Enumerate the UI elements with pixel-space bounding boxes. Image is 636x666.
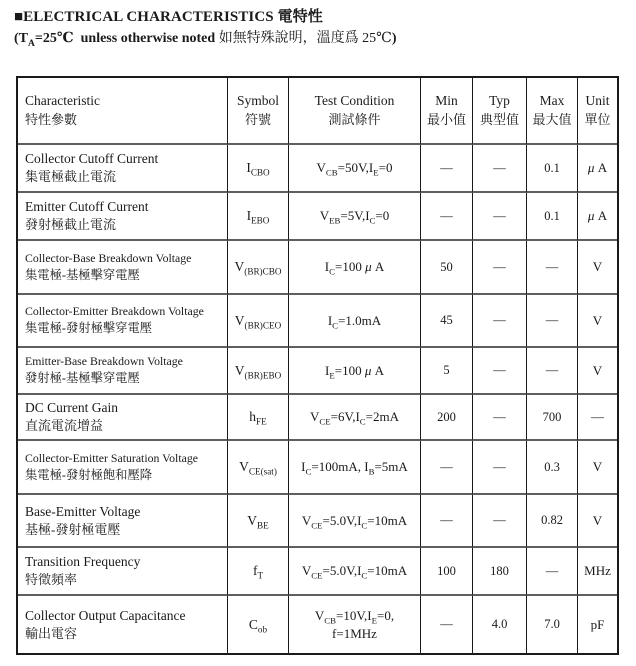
symbol-cell: $C_{ob}$ xyxy=(228,596,289,653)
characteristic-zh: 集電極-發射極擊穿電壓 xyxy=(25,321,153,336)
characteristic-cell xyxy=(18,241,228,295)
table-row xyxy=(18,193,617,241)
header-typ-en: Typ xyxy=(489,92,510,108)
header-test-condition xyxy=(289,78,421,145)
symbol-cell: $I_{EBO}$ xyxy=(228,193,289,241)
characteristic-en: DC Current Gain xyxy=(25,400,118,416)
table-row xyxy=(18,348,617,395)
typ-cell: — xyxy=(473,441,527,495)
header-characteristic xyxy=(18,78,228,145)
symbol-cell: $I_{CBO}$ xyxy=(228,145,289,193)
header-symbol xyxy=(228,78,289,145)
typ-cell: — xyxy=(473,295,527,348)
typ-cell: — xyxy=(473,395,527,441)
header-max-zh: 最大值 xyxy=(532,111,572,127)
section-title: ■ELECTRICAL CHARACTERISTICS 電特性 xyxy=(14,9,323,25)
symbol-cell: $V_{(BR)CBO}$ xyxy=(228,241,289,295)
header-min-en: Min xyxy=(435,92,458,108)
characteristic-cell xyxy=(18,295,228,348)
max-cell: — xyxy=(527,295,578,348)
table-row xyxy=(18,145,617,193)
min-cell: — xyxy=(421,193,473,241)
table-row xyxy=(18,495,617,548)
unit-cell: μ A xyxy=(578,193,617,241)
symbol-cell: $f_T$ xyxy=(228,548,289,596)
characteristic-en: Collector-Base Breakdown Voltage xyxy=(25,250,192,265)
max-cell: 0.3 xyxy=(527,441,578,495)
unit-cell: V xyxy=(578,241,617,295)
test-condition-cell: $V_{CE}=5.0V,I_C=10mA$ xyxy=(289,548,421,596)
table-row xyxy=(18,241,617,295)
min-cell: — xyxy=(421,145,473,193)
test-condition-cell: $I_C=100mA$, $I_B=5mA$ xyxy=(289,441,421,495)
characteristic-en: Emitter-Base Breakdown Voltage xyxy=(25,354,183,369)
header-max-en: Max xyxy=(539,92,565,108)
max-cell: — xyxy=(527,548,578,596)
table-header-row xyxy=(18,78,617,145)
test-condition-cell: $V_{CB}=10V,I_E=0$, f=1MHz xyxy=(289,596,421,653)
symbol-cell: $V_{(BR)CEO}$ xyxy=(228,295,289,348)
test-condition-cell: $V_{CE}=5.0V,I_C=10mA$ xyxy=(289,495,421,548)
test-condition-cell: $I_C=100$ μ A xyxy=(289,241,421,295)
max-cell: 0.1 xyxy=(527,193,578,241)
typ-cell: — xyxy=(473,145,527,193)
characteristic-zh: 基極-發射極電壓 xyxy=(25,521,121,537)
characteristic-cell xyxy=(18,348,228,395)
typ-cell: — xyxy=(473,348,527,395)
characteristic-en: Emitter Cutoff Current xyxy=(25,199,149,215)
header-unit-en: Unit xyxy=(585,92,610,108)
table-row xyxy=(18,441,617,495)
unit-cell: V xyxy=(578,348,617,395)
max-cell: 0.82 xyxy=(527,495,578,548)
test-condition-cell: $V_{CE}=6V,I_C=2mA$ xyxy=(289,395,421,441)
min-cell: 100 xyxy=(421,548,473,596)
min-cell: 50 xyxy=(421,241,473,295)
header-typ-zh: 典型值 xyxy=(479,111,519,127)
header-characteristic-en: Characteristic xyxy=(25,92,100,108)
min-cell: — xyxy=(421,495,473,548)
max-cell: — xyxy=(527,241,578,295)
characteristic-en: Collector-Emitter Saturation Voltage xyxy=(25,450,198,465)
characteristic-cell xyxy=(18,145,228,193)
typ-cell: — xyxy=(473,193,527,241)
characteristic-cell xyxy=(18,395,228,441)
header-max xyxy=(527,78,578,145)
characteristic-zh: 輸出電容 xyxy=(25,625,78,641)
characteristic-zh: 集電極截止電流 xyxy=(25,169,117,185)
characteristic-zh: 集電極-發射極飽和壓降 xyxy=(25,467,153,482)
test-condition-cell: $V_{EB}=5V,I_C=0$ xyxy=(289,193,421,241)
header-min-zh: 最小值 xyxy=(426,111,466,127)
typ-cell: 180 xyxy=(473,548,527,596)
test-condition-cell: $I_E=100$ μ A xyxy=(289,348,421,395)
unit-cell: pF xyxy=(590,616,605,632)
characteristic-cell xyxy=(18,193,228,241)
header-unit xyxy=(578,78,617,145)
unit-cell: V xyxy=(578,295,617,348)
characteristic-zh: 特徵頻率 xyxy=(25,572,78,588)
unit-cell: μ A xyxy=(578,145,617,193)
characteristic-cell xyxy=(18,548,228,596)
header-test-condition-en: Test Condition xyxy=(314,92,395,108)
min-cell: 45 xyxy=(421,295,473,348)
test-condition-cell: $I_C=1.0mA$ xyxy=(289,295,421,348)
characteristic-en: Collector-Emitter Breakdown Voltage xyxy=(25,304,204,319)
symbol-cell: $h_{FE}$ xyxy=(228,395,289,441)
min-cell: — xyxy=(421,596,473,653)
characteristic-en: Base-Emitter Voltage xyxy=(25,503,141,519)
characteristic-en: Transition Frequency xyxy=(25,554,141,570)
test-condition-cell: $V_{CB}=50V,I_E=0$ xyxy=(289,145,421,193)
header-test-condition-zh: 測試條件 xyxy=(328,111,381,127)
max-cell: 0.1 xyxy=(527,145,578,193)
symbol-cell: $V_{CE(sat)}$ xyxy=(228,441,289,495)
characteristic-cell xyxy=(18,596,228,653)
header-symbol-zh: 符號 xyxy=(244,111,271,127)
unit-cell: V xyxy=(578,441,617,495)
typ-cell: — xyxy=(473,241,527,295)
table-body xyxy=(18,145,617,653)
min-cell: — xyxy=(421,441,473,495)
unit-cell: MHz xyxy=(578,548,617,596)
max-cell: 700 xyxy=(527,395,578,441)
characteristic-en: Collector Cutoff Current xyxy=(25,151,159,167)
characteristic-zh: 發射極-基極擊穿電壓 xyxy=(25,371,140,386)
symbol-cell: $V_{(BR)EBO}$ xyxy=(228,348,289,395)
header-typ xyxy=(473,78,527,145)
typ-cell: — xyxy=(473,495,527,548)
max-cell: — xyxy=(527,348,578,395)
characteristic-cell xyxy=(18,495,228,548)
table-row xyxy=(18,596,617,653)
min-cell: 5 xyxy=(421,348,473,395)
electrical-characteristics-table xyxy=(16,76,619,655)
header-characteristic-zh: 特性參數 xyxy=(25,111,78,127)
table-row xyxy=(18,548,617,596)
characteristic-en: Collector Output Capacitance xyxy=(25,607,186,623)
typ-cell: 4.0 xyxy=(473,596,527,653)
min-cell: 200 xyxy=(421,395,473,441)
section-subtitle: ($T_A=25℃$ unless otherwise noted 如無特殊說明，溫度爲 25℃) xyxy=(14,31,397,49)
characteristic-zh: 發射極截止電流 xyxy=(25,217,117,233)
characteristic-zh: 集電極-基極擊穿電壓 xyxy=(25,267,140,282)
header-min xyxy=(421,78,473,145)
header-unit-zh: 單位 xyxy=(584,111,611,127)
characteristic-cell xyxy=(18,441,228,495)
table-row xyxy=(18,295,617,348)
table-row xyxy=(18,395,617,441)
header-symbol-en: Symbol xyxy=(236,92,279,108)
symbol-cell: $V_{BE}$ xyxy=(228,495,289,548)
unit-cell: — xyxy=(578,395,617,441)
max-cell: 7.0 xyxy=(527,596,578,653)
characteristic-zh: 直流電流增益 xyxy=(25,418,104,434)
unit-cell: V xyxy=(578,495,617,548)
